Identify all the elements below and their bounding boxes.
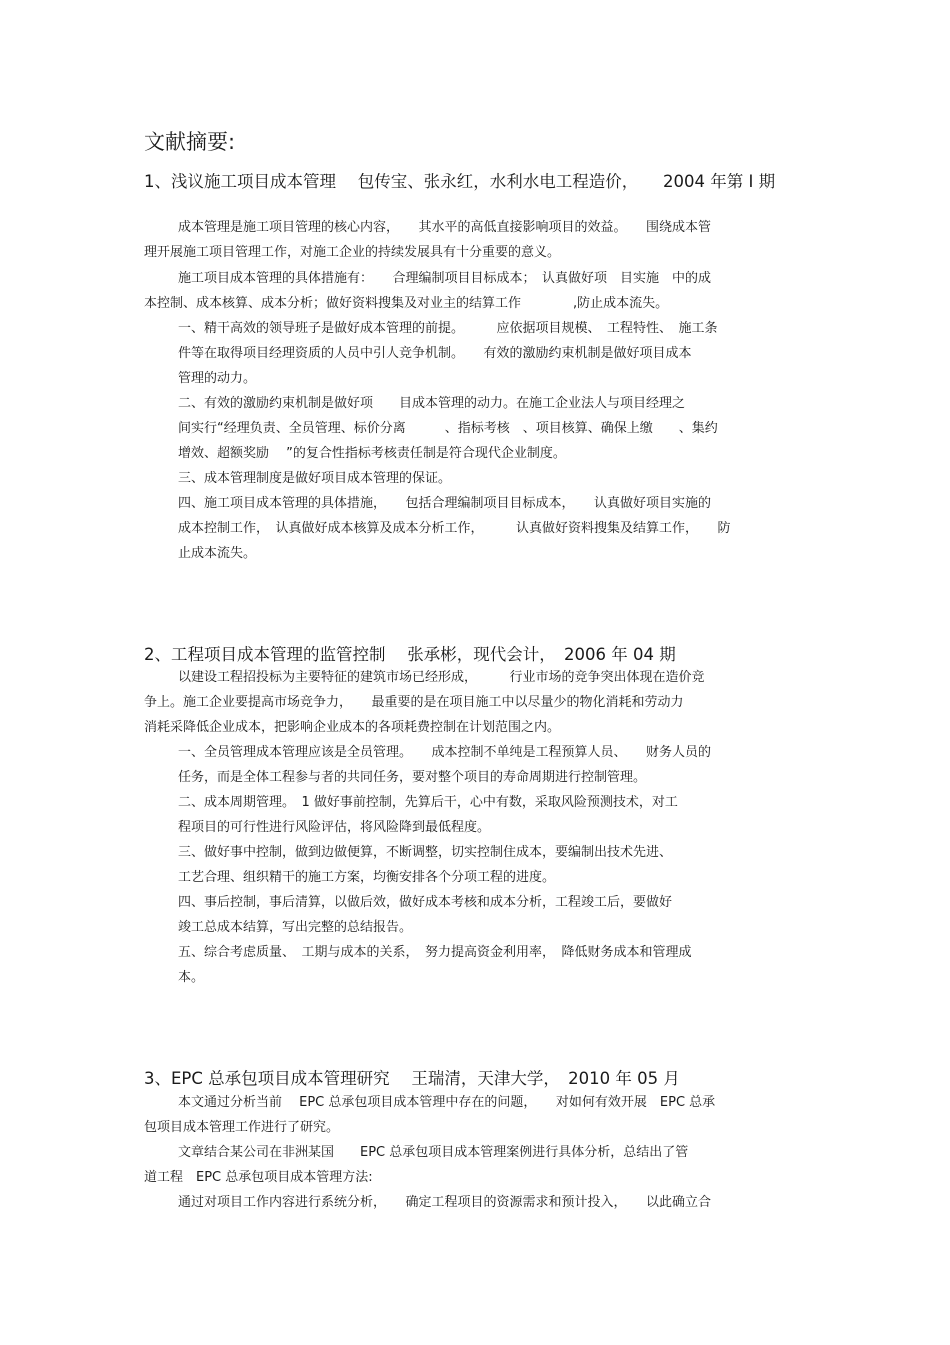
entry-2-line: 一、全员管理成本管理应该是全员管理。 成本控制不单纯是工程预算人员、 财务人员的 xyxy=(178,745,712,760)
entry-3-line: 文章结合某公司在非洲某国 EPC 总承包项目成本管理案例进行具体分析，总结出了管 xyxy=(178,1145,689,1160)
entry-3-line: 道工程 EPC 总承包项目成本管理方法: xyxy=(144,1170,373,1185)
entry-2-title: 2、工程项目成本管理的监管控制 张承彬，现代会计， 2006 年 04 期 xyxy=(144,645,676,664)
entry-1-line: 二、有效的激励约束机制是做好项 目成本管理的动力。在施工企业法人与项目经理之 xyxy=(178,396,686,411)
entry-1-line: 间实行“经理负责、全员管理、标价分离 、指标考核 、项目核算、确保上缴 、集约 xyxy=(178,421,718,436)
entry-1-line: 四、施工项目成本管理的具体措施， 包括合理编制项目目标成本， 认真做好项目实施的 xyxy=(178,496,712,511)
entry-2-line: 以建设工程招投标为主要特征的建筑市场已经形成， 行业市场的竞争突出体现在造价竞 xyxy=(178,670,705,685)
document-heading: 文献摘要: xyxy=(144,130,236,154)
entry-2-line: 三、做好事中控制，做到边做便算，不断调整，切实控制住成本，要编制出技术先进、 xyxy=(178,845,673,860)
entry-2-line: 工艺合理、组织精干的施工方案，均衡安排各个分项工程的进度。 xyxy=(178,870,556,885)
entry-3-line: 本文通过分析当前 EPC 总承包项目成本管理中存在的问题， 对如何有效开展 EPC 总承 xyxy=(178,1095,716,1110)
entry-1-line: 理开展施工项目管理工作，对施工企业的持续发展具有十分重要的意义。 xyxy=(144,245,561,260)
entry-2-line: 四、事后控制，事后清算，以做后效，做好成本考核和成本分析，工程竣工后，要做好 xyxy=(178,895,673,910)
entry-1-line: 本控制、成本核算、成本分析；做好资料搜集及对业主的结算工作 ,防止成本流失。 xyxy=(144,296,669,311)
entry-2-line: 五、综合考虑质量、 工期与成本的关系， 努力提高资金利用率， 降低财务成本和管理成 xyxy=(178,945,692,960)
entry-3-line: 通过对项目工作内容进行系统分析， 确定工程项目的资源需求和预计投入， 以此确立合 xyxy=(178,1195,712,1210)
entry-1-line: 止成本流失。 xyxy=(178,546,257,561)
entry-2-line: 本。 xyxy=(178,970,205,985)
entry-2-line: 争上。施工企业要提高市场竞争力， 最重要的是在项目施工中以尽量少的物化消耗和劳动力 xyxy=(144,695,684,710)
entry-3-line: 包项目成本管理工作进行了研究。 xyxy=(144,1120,340,1135)
entry-2-line: 二、成本周期管理。 1 做好事前控制，先算后干，心中有数，采取风险预测技术，对工 xyxy=(178,795,678,810)
entry-2-line: 程项目的可行性进行风险评估，将风险降到最低程度。 xyxy=(178,820,491,835)
entry-1-title: 1、浅议施工项目成本管理 包传宝、张永红，水利水电工程造价， 2004 年第 I 期 xyxy=(144,172,776,191)
entry-1-line: 件等在取得项目经理资质的人员中引人竞争机制。 有效的激励约束机制是做好项目成本 xyxy=(178,346,692,361)
entry-1-line: 一、精干高效的领导班子是做好成本管理的前提。 应依据项目规模、 工程特性、 施工条 xyxy=(178,321,718,336)
entry-2-line: 任务，而是全体工程参与者的共同任务，要对整个项目的寿命周期进行控制管理。 xyxy=(178,770,647,785)
entry-1-line: 施工项目成本管理的具体措施有： 合理编制项目目标成本； 认真做好项 目实施 中的成 xyxy=(178,271,712,286)
entry-1-line: 三、成本管理制度是做好项目成本管理的保证。 xyxy=(178,471,452,486)
entry-1-line: 成本管理是施工项目管理的核心内容， 其水平的高低直接影响项目的效益。 围绕成本管 xyxy=(178,220,712,235)
entry-3-title: 3、EPC 总承包项目成本管理研究 王瑞清，天津大学， 2010 年 05 月 xyxy=(144,1069,680,1088)
entry-2-line: 竣工总成本结算，写出完整的总结报告。 xyxy=(178,920,413,935)
entry-1-line: 管理的动力。 xyxy=(178,371,257,386)
entry-1-line: 成本控制工作， 认真做好成本核算及成本分析工作， 认真做好资料搜集及结算工作， 防 xyxy=(178,521,731,536)
entry-2-line: 消耗采降低企业成本，把影响企业成本的各项耗费控制在计划范围之内。 xyxy=(144,720,561,735)
entry-1-line: 增效、超额奖励 ”的复合性指标考核责任制是符合现代企业制度。 xyxy=(178,446,566,461)
